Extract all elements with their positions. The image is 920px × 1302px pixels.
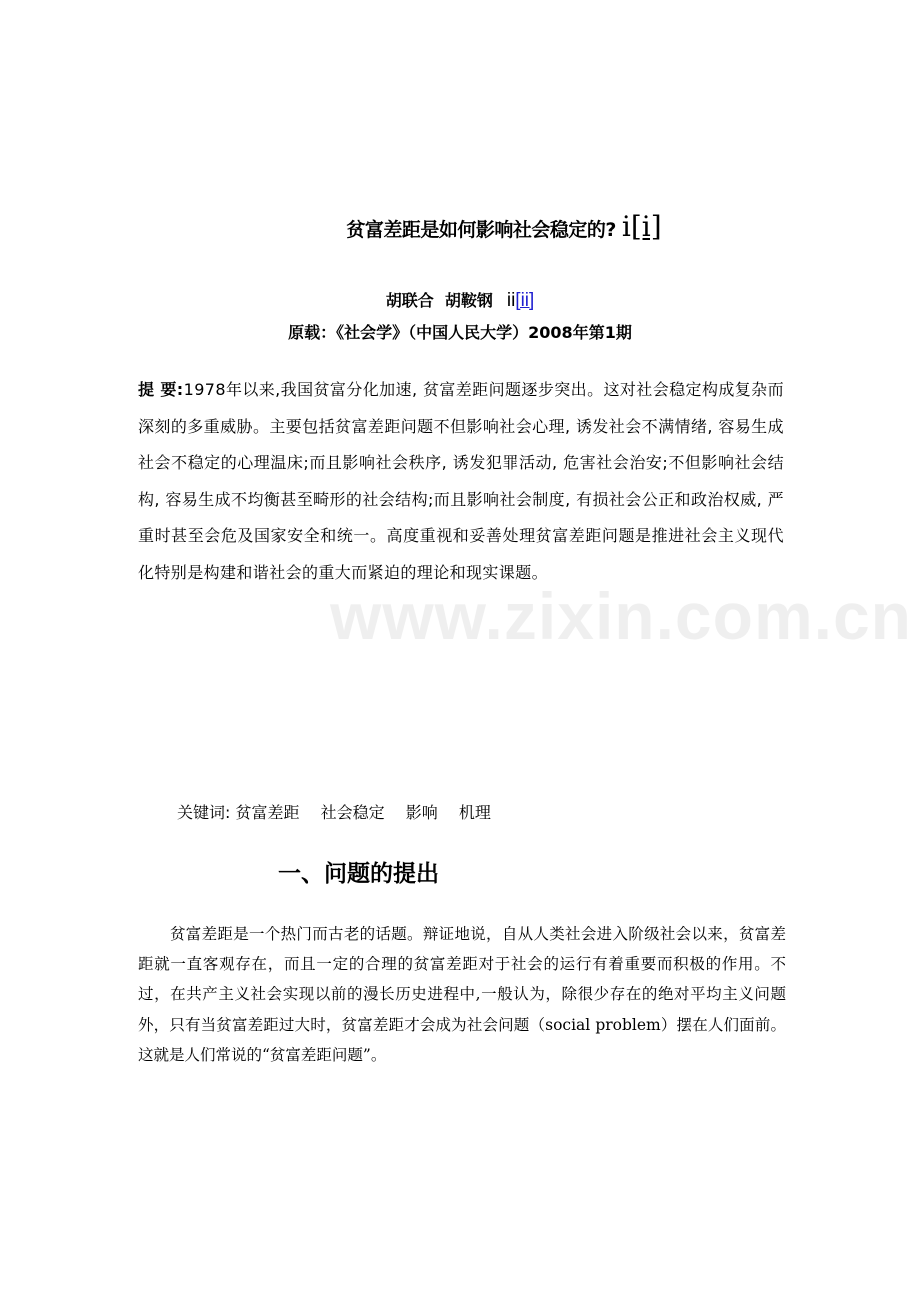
author-footnote-link[interactable]: [ii]	[515, 290, 535, 311]
keywords	[177, 800, 507, 823]
body-paragraph: 贫富差距是一个热门而古老的话题。辩证地说，自从人类社会进入阶级社会以来，贫富差距就一直客观存在，而且一定的合理的贫富差距对于社会的运行有着重要而积极的作用。不过，在共产主义社会实现以前的漫长历史进程中,一般认为，除很少存在的绝对平均主义问题外，只有当贫富差距过大时，贫富差距才会成为社会问题（social problem）摆在人们面前。这就是人们常说的“贫富差距问题”。	[138, 925, 786, 1064]
keyword-item: 影响	[405, 803, 438, 822]
authors-line	[0, 288, 920, 312]
keyword-item: 社会稳定	[320, 803, 385, 822]
title-footnote-marker: i	[621, 210, 631, 243]
keyword-item: 机理	[458, 803, 491, 822]
author-footnote-marker: ii	[506, 290, 516, 311]
source-citation: 原载：《社会学》（中国人民大学）2008年第1期	[288, 323, 632, 342]
watermark: www.zixin.com.cn	[330, 579, 912, 653]
abstract-label: 提 要:	[138, 380, 184, 399]
document-title	[0, 210, 920, 243]
abstract-text: 1978年以来,我国贫富分化加速, 贫富差距问题逐步突出。这对社会稳定构成复杂而深刻的多重威胁。主要包括贫富差距问题不但影响社会心理, 诱发社会不满情绪, 容易生成社会不稳定的心理温床;而且影响社会秩序, 诱发犯罪活动, 危害社会治安;不但影响社会结构, 容易生成不均衡甚至畸形的社会结构;而且影响社会制度, 有损社会公正和政治权威, 严重时甚至会危及国家安全和统一。高度重视和妥善处理贫富差距问题是推进社会主义现代化特别是构建和谐社会的重大而紧迫的理论和现实课题。	[138, 380, 784, 582]
title-text: 贫富差距是如何影响社会稳定的?	[346, 219, 616, 241]
title-footnote-link[interactable]: [i]	[630, 210, 662, 243]
keyword-item: 贫富差距	[235, 803, 300, 822]
keywords-label: 关键词:	[177, 803, 231, 822]
section-heading: 一、问题的提出	[278, 861, 439, 887]
abstract	[138, 372, 784, 592]
author-names: 胡联合 胡鞍钢	[385, 291, 493, 310]
